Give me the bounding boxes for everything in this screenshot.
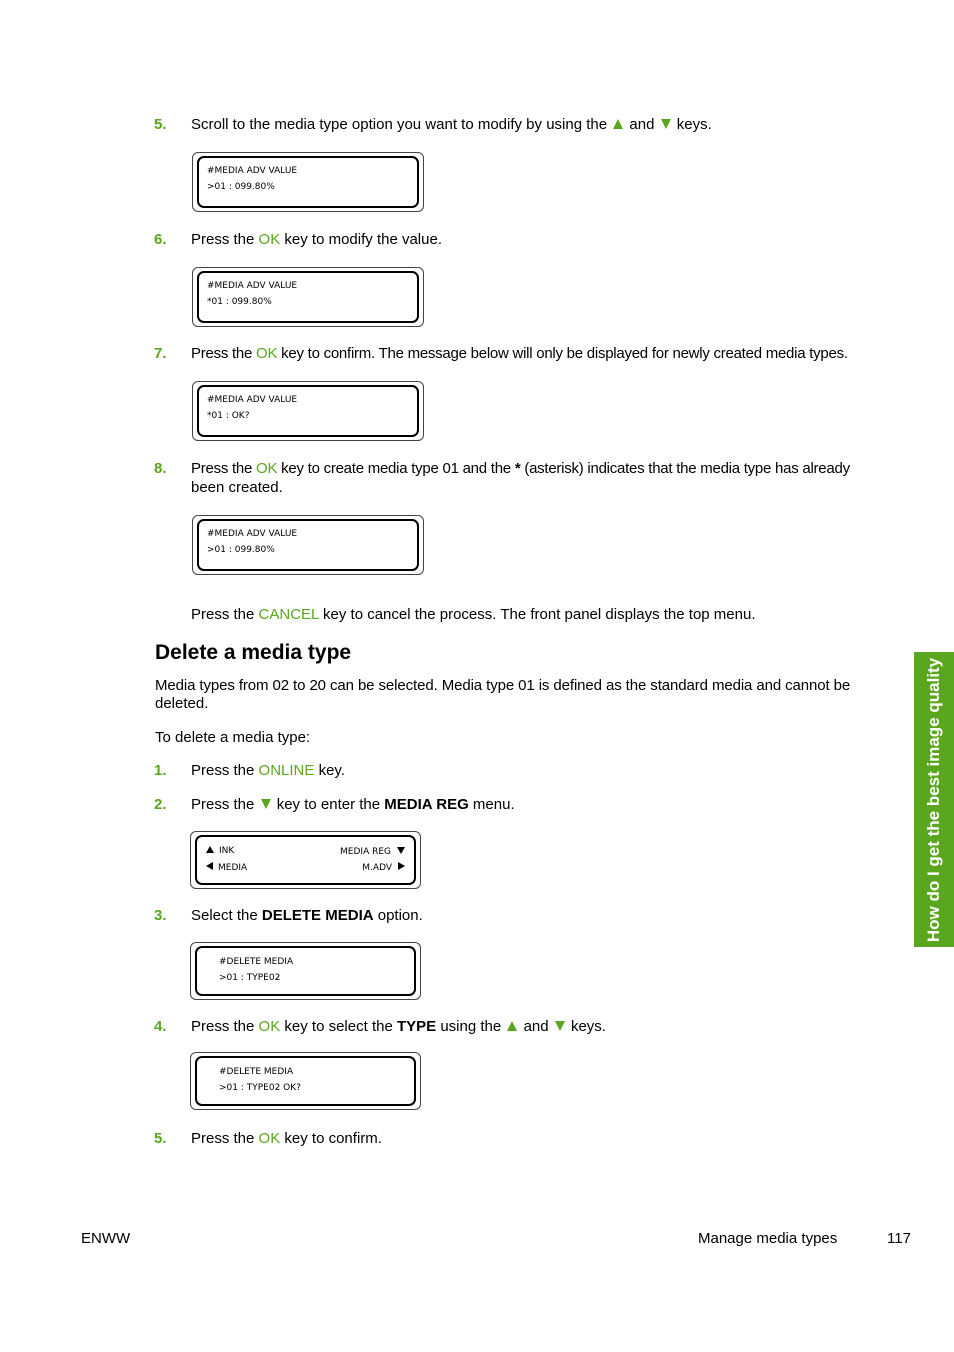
footer-left: ENWW (81, 1230, 131, 1247)
step-text: Press the OK key to confirm. The message below will only be displayed for newly created media types. (191, 345, 848, 362)
cancel-note: Press the CANCEL key to cancel the process. The front panel displays the top menu. (191, 606, 756, 623)
page-number: 117 (887, 1230, 911, 1247)
lcd-panel: #MEDIA ADV VALUE >01 : 099.80% (192, 152, 424, 212)
down-arrow-icon (261, 799, 271, 809)
chapter-side-tab[interactable] (914, 652, 954, 947)
down-arrow-icon (397, 847, 405, 854)
step-text: Press the OK key to create media type 01 and the * (asterisk) indicates that the media type has already (191, 460, 850, 477)
step-text: Press the key to enter the MEDIA REG menu. (191, 796, 515, 813)
step-number: 7. (154, 345, 167, 362)
step-number: 3. (154, 907, 167, 924)
lcd-panel: #MEDIA ADV VALUE >01 : 099.80% (192, 515, 424, 575)
lcd-panel: #DELETE MEDIA >01 : TYPE02 OK? (190, 1052, 421, 1110)
intro-paragraph: Media types from 02 to 20 can be selected. Media type 01 is defined as the standard media and cannot be (155, 677, 851, 694)
step-number: 4. (154, 1018, 167, 1035)
section-title: Delete a media type (155, 641, 352, 664)
step-number: 5. (154, 116, 167, 133)
menu-panel: INK MEDIA MEDIA REG M.ADV (190, 831, 421, 889)
lcd-panel: #MEDIA ADV VALUE *01 : 099.80% (192, 267, 424, 327)
step-text: Press the OK key to modify the value. (191, 231, 442, 248)
step-text: Scroll to the media type option you want to modify by using the and keys. (191, 116, 712, 133)
up-arrow-icon (507, 1021, 517, 1031)
step-number: 1. (154, 762, 167, 779)
step-number: 5. (154, 1130, 167, 1147)
footer-section: Manage media types (698, 1230, 838, 1247)
down-arrow-icon (555, 1021, 565, 1031)
up-arrow-icon (206, 846, 214, 853)
down-arrow-icon (661, 119, 671, 129)
intro-paragraph-cont: deleted. (155, 695, 209, 712)
step-text: Press the OK key to select the TYPE using the and keys. (191, 1018, 606, 1035)
step-text-cont: been created. (191, 479, 283, 496)
step-number: 2. (154, 796, 167, 813)
step-text: Select the DELETE MEDIA option. (191, 907, 423, 924)
right-arrow-icon (398, 862, 405, 870)
left-arrow-icon (206, 862, 213, 870)
up-arrow-icon (613, 119, 623, 129)
step-text: Press the ONLINE key. (191, 762, 345, 779)
lcd-panel: #MEDIA ADV VALUE *01 : OK? (192, 381, 424, 441)
step-number: 6. (154, 231, 167, 248)
step-number: 8. (154, 460, 167, 477)
step-text: Press the OK key to confirm. (191, 1130, 382, 1147)
chapter-tab-label: How do I get the best image quality (924, 657, 943, 942)
intro-lead: To delete a media type: (155, 729, 311, 746)
lcd-panel: #DELETE MEDIA >01 : TYPE02 (190, 942, 421, 1000)
